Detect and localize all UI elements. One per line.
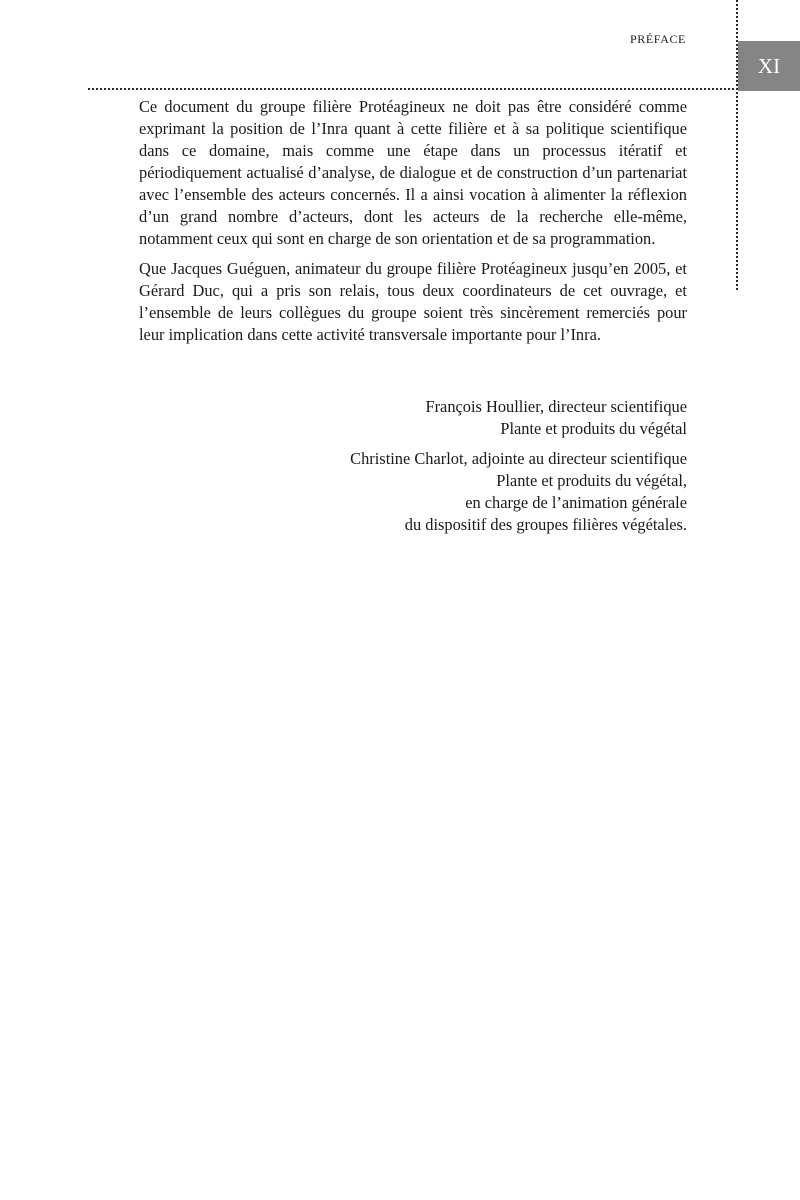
- signature-charlot: [139, 448, 687, 536]
- paragraph-2: Que Jacques Guéguen, animateur du groupe filière Protéagineux jusqu’en 2005, et Gérard Duc, qui a pris son relais, tous deux coordinateurs de cet ouvrage, et l’ensemble de leurs collègues du groupe soient très sincèrement remerciés pour leur implication dans cette activité transversale importante pour l’Inra.: [139, 259, 687, 344]
- signature-line: François Houllier, directeur scientifique: [425, 397, 687, 416]
- dotted-rule-vertical: [736, 0, 738, 290]
- signature-block: [139, 396, 687, 544]
- signature-line: Plante et produits du végétal,: [496, 471, 687, 490]
- dotted-rule-horizontal: [88, 88, 738, 90]
- signature-line: en charge de l’animation générale: [465, 493, 687, 512]
- signature-line: Christine Charlot, adjointe au directeur scientifique: [350, 449, 687, 468]
- page-number-tab: XI: [738, 41, 800, 91]
- signature-line: Plante et produits du végétal: [500, 419, 687, 438]
- signature-houllier: [139, 396, 687, 440]
- signature-line: du dispositif des groupes filières végétales.: [404, 515, 687, 534]
- running-head-title: PRÉFACE: [630, 32, 686, 46]
- body-text: [139, 96, 687, 354]
- paragraph-1: Ce document du groupe filière Protéagineux ne doit pas être considéré comme exprimant la position de l’Inra quant à cette filière et à sa politique scientifique dans ce domaine, mais comme une étape dans un processus itératif et périodiquement actualisé d’analyse, de dialogue et de construction d’un partenariat avec l’ensemble des acteurs concernés. Il a ainsi vocation à alimenter la réflexion d’un grand nombre d’acteurs, dont les acteurs de la recherche elle-même, notamment ceux qui sont en charge de son orientation et de sa programmation.: [139, 97, 687, 248]
